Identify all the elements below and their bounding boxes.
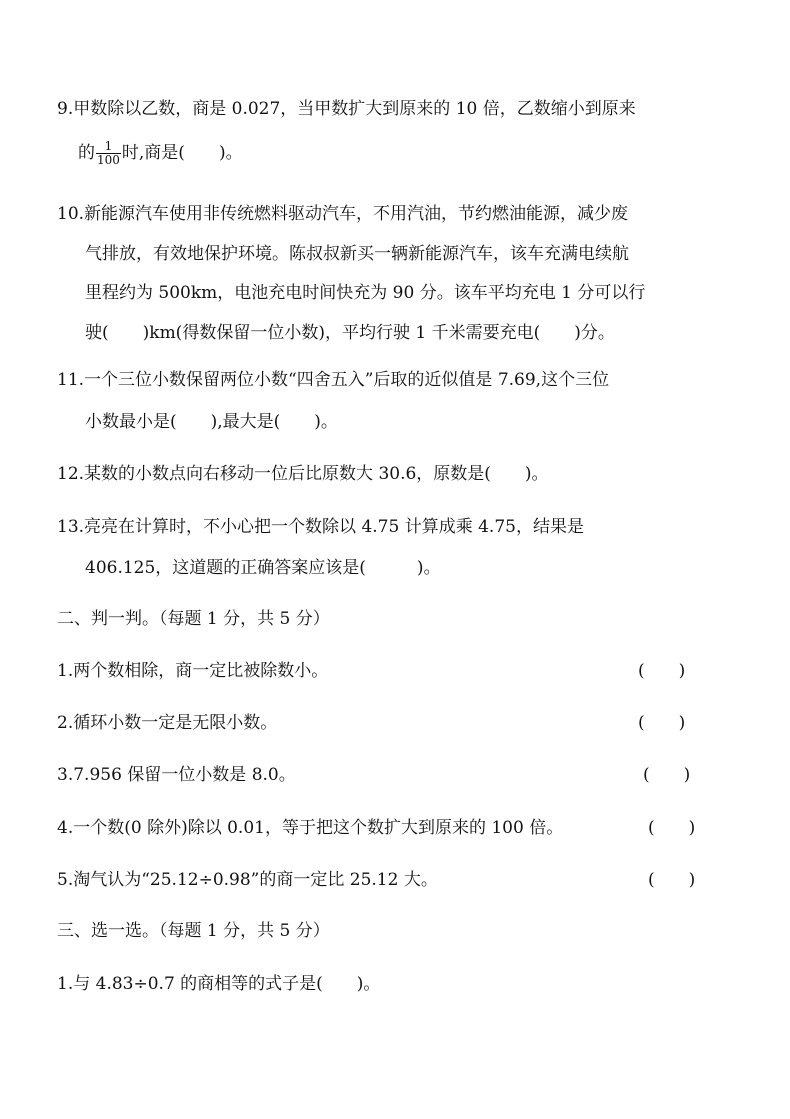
q13-line-1: 13.亮亮在计算时，不小心把一个数除以 4.75 计算成乘 4.75，结果是 — [57, 517, 584, 537]
judge-item-1: 1.两个数相除，商一定比被除数小。 — [57, 661, 329, 681]
q10-line-1: 10.新能源汽车使用非传统燃料驱动汽车，不用汽油，节约燃油能源，减少废 — [57, 204, 629, 224]
judge-answer-3[interactable]: ( ) — [643, 765, 691, 785]
section-3-heading: 三、选一选。（每题 1 分，共 5 分） — [57, 921, 330, 941]
section-2-heading: 二、判一判。（每题 1 分，共 5 分） — [57, 609, 330, 629]
judge-item-2: 2.循环小数一定是无限小数。 — [57, 713, 278, 733]
q9-line-2 — [78, 140, 243, 167]
q11-line-1: 11.一个三位小数保留两位小数“四舍五入”后取的近似值是 7.69,这个三位 — [57, 370, 610, 390]
q11-line-2: 小数最小是( ),最大是( )。 — [85, 412, 338, 432]
q10-line-4: 驶( )km(得数保留一位小数)，平均行驶 1 千米需要充电( )分。 — [85, 323, 615, 343]
fraction-numerator: 1 — [96, 140, 121, 154]
judge-answer-2[interactable]: ( ) — [638, 713, 686, 733]
judge-item-3: 3.7.956 保留一位小数是 8.0。 — [57, 765, 296, 785]
q9-line-2-prefix: 的 — [78, 143, 95, 163]
fraction-denominator: 100 — [97, 153, 120, 167]
choice-question-1: 1.与 4.83÷0.7 的商相等的式子是( )。 — [57, 974, 381, 994]
q10-line-3: 里程约为 500km，电池充电时间快充为 90 分。该车平均充电 1 分可以行 — [85, 283, 646, 303]
q9-line-2-suffix: 时,商是( )。 — [121, 143, 243, 163]
q12-line-1: 12.某数的小数点向右移动一位后比原数大 30.6，原数是( )。 — [57, 464, 549, 484]
q13-line-2: 406.125，这道题的正确答案应该是( )。 — [85, 558, 441, 578]
fraction — [96, 140, 121, 167]
judge-answer-1[interactable]: ( ) — [638, 661, 686, 681]
q9-line-1: 9.甲数除以乙数，商是 0.027，当甲数扩大到原来的 10 倍，乙数缩小到原来 — [57, 99, 636, 119]
judge-item-5: 5.淘气认为“25.12÷0.98”的商一定比 25.12 大。 — [57, 870, 438, 890]
judge-answer-4[interactable]: ( ) — [648, 818, 696, 838]
judge-item-4: 4.一个数(0 除外)除以 0.01，等于把这个数扩大到原来的 100 倍。 — [57, 818, 564, 838]
q10-line-2: 气排放，有效地保护环境。陈叔叔新买一辆新能源汽车，该车充满电续航 — [85, 244, 629, 264]
judge-answer-5[interactable]: ( ) — [648, 870, 696, 890]
